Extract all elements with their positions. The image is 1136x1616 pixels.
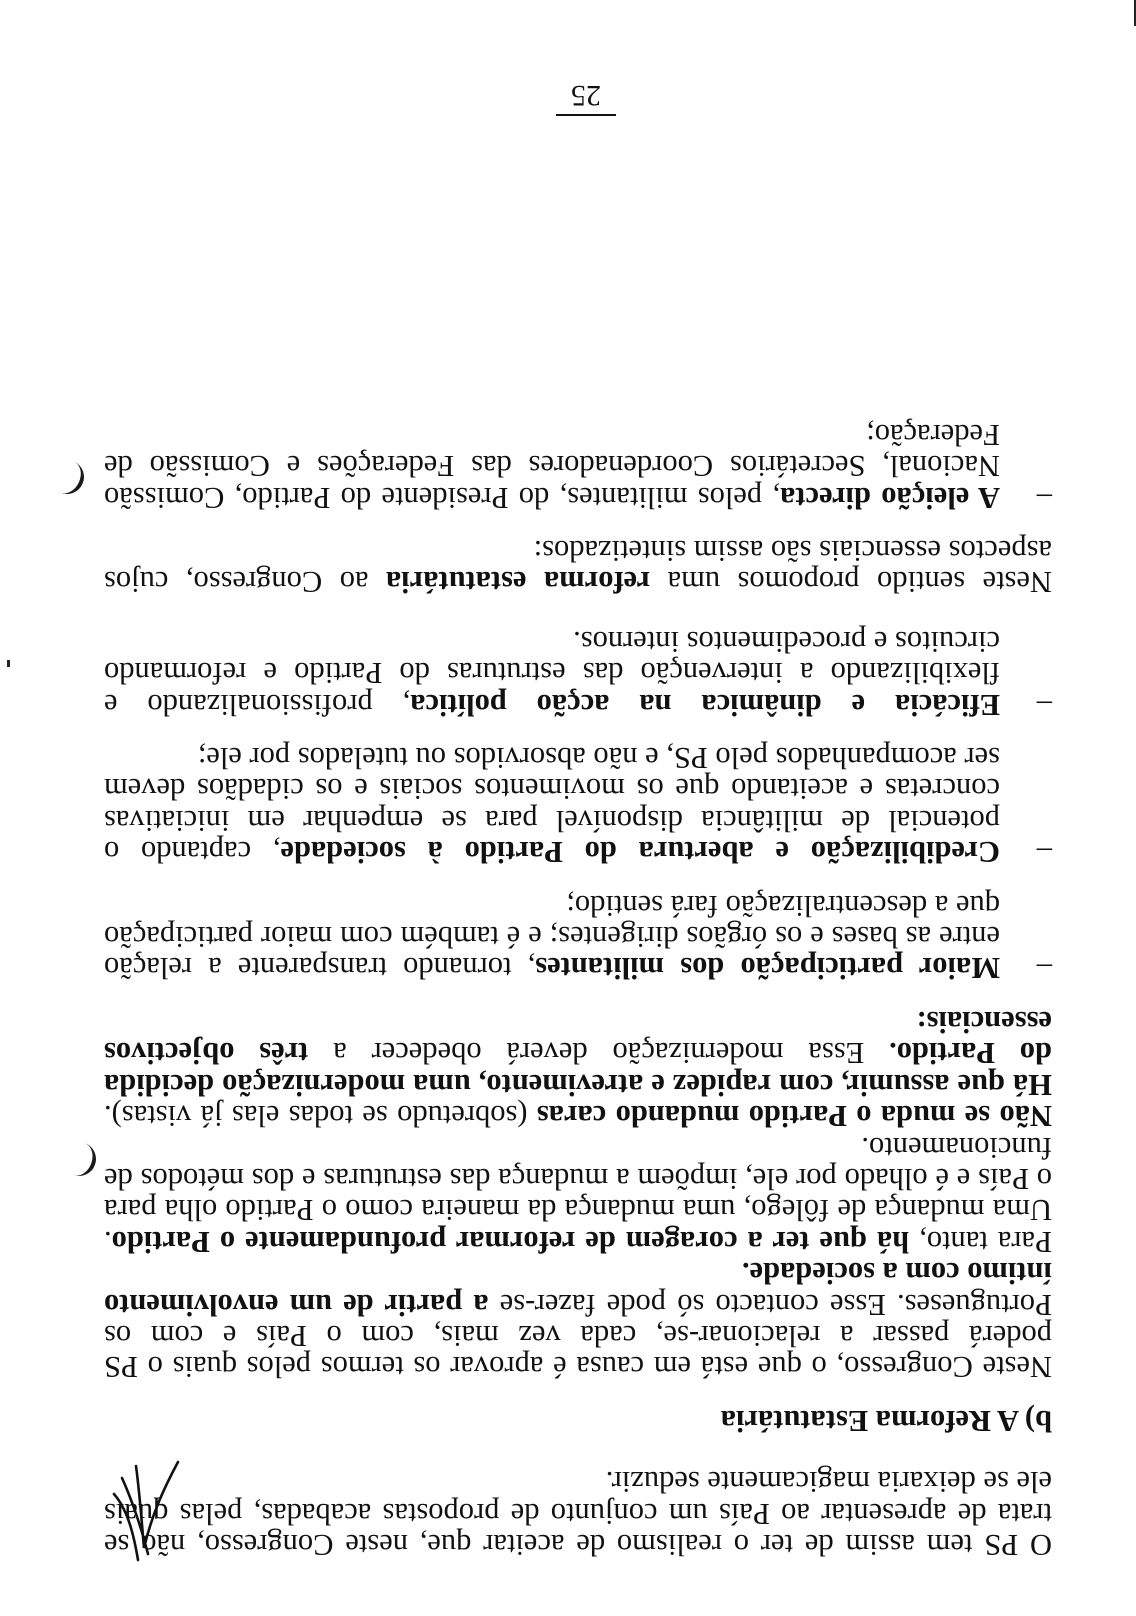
bold-phrase: Não se muda o Partido mudando caras — [536, 1099, 1052, 1134]
paragraph-congress-terms — [104, 1257, 1052, 1383]
paragraph-text: . Uma mudança de fôlego, uma mudança da maneira como o Partido olha para o País e é olhado por ele, impõem a mudança das estruturas e dos métodos de funcionamento. — [103, 1130, 1052, 1259]
text-column — [104, 418, 1052, 1560]
paragraph-text: (sobretudo se todas elas já vistas). — [104, 1099, 537, 1134]
paragraph-text: ao Congresso, cujos aspectos essenciais são assim sintetizados: — [104, 534, 1052, 600]
paragraph-reform-courage — [104, 1131, 1052, 1257]
list-dash: – — [1036, 951, 1052, 986]
handwritten-initials-signature — [106, 1456, 186, 1566]
bold-phrase: Há que assumir, com rapidez e atrevimento, uma modernização decidida do Partido. — [104, 1036, 1052, 1102]
paragraph-text: Essa modernização deverá obedecer a — [308, 1036, 890, 1071]
list-item-text: , pelos militantes, do Presidente do Partido, Comissão Nacional, Secretários Coordenadores das Federações e Comissão de Federação; — [104, 417, 1000, 515]
paragraph-text: Neste Congresso, o que está em causa é aprovar os termos pelos quais o PS poderá passar a relacionar-se, cada vez mais, com o País e com os Portugueses. Esse contacto só pode fazer-se — [104, 1287, 1052, 1385]
scan-speck — [7, 660, 10, 667]
list-dash: – — [1036, 835, 1052, 870]
list-item-bold: Credibilização e abertura do Partido à sociedade — [280, 835, 1000, 870]
list-item-bold: Maior participação dos militantes — [535, 951, 1000, 986]
list-item — [104, 624, 1052, 722]
list-item — [103, 888, 1052, 986]
section-heading: b) A Reforma Estatutária — [720, 1403, 1052, 1438]
paragraph-text: Neste sentido propomos uma — [650, 565, 1052, 600]
paragraph-modernization — [104, 1006, 1052, 1132]
bold-phrase: há que ter a coragem de reformar profundamente o Partido — [111, 1224, 910, 1259]
bold-phrase: reforma estatutária — [385, 565, 651, 600]
bold-phrase: três objectivos essenciais: — [103, 1004, 1052, 1071]
punch-mark — [44, 454, 89, 499]
list-item-bold: Eficácia e dinâmica na acção política — [410, 687, 1000, 722]
list-item-bold: A eleição directa — [780, 480, 1000, 515]
paragraph-realism: O PS tem assim de ter o realismo de aceitar que, neste Congresso, não se trata de apresentar ao País um conjunto de propostas acabadas, pelas quais ele se deixaria magicamente seduzir. — [104, 1465, 1052, 1562]
list-item — [104, 742, 1052, 868]
list-item-text: , captando o potencial de militância disponível para se empenhar em iniciativas concretas e aceitando que os movimentos sociais e os cidadãos devem ser acompanhados pelo PS, e não absorvidos ou tutelados por ele; — [104, 741, 1000, 870]
page-number: 25 — [556, 78, 616, 116]
list-item — [104, 417, 1052, 515]
list-dash: – — [1036, 687, 1052, 722]
list-dash: – — [1036, 480, 1052, 515]
list-item-text: , tornando transparente a relação entre as bases e os órgãos dirigentes; e é também com maior participação que a descentralização fará sentido; — [103, 888, 1000, 986]
bold-phrase: a partir de um envolvimento íntimo com a sociedade. — [104, 1256, 1052, 1322]
paragraph-statutory-reform — [104, 535, 1052, 598]
list-item-text: , profissionalizando e flexibilizando a intervenção das estruturas do Partido e reformando circuitos e procedimentos internos. — [104, 624, 1000, 722]
paragraph-text: Para tanto, — [909, 1224, 1052, 1259]
punch-mark — [57, 1137, 101, 1181]
